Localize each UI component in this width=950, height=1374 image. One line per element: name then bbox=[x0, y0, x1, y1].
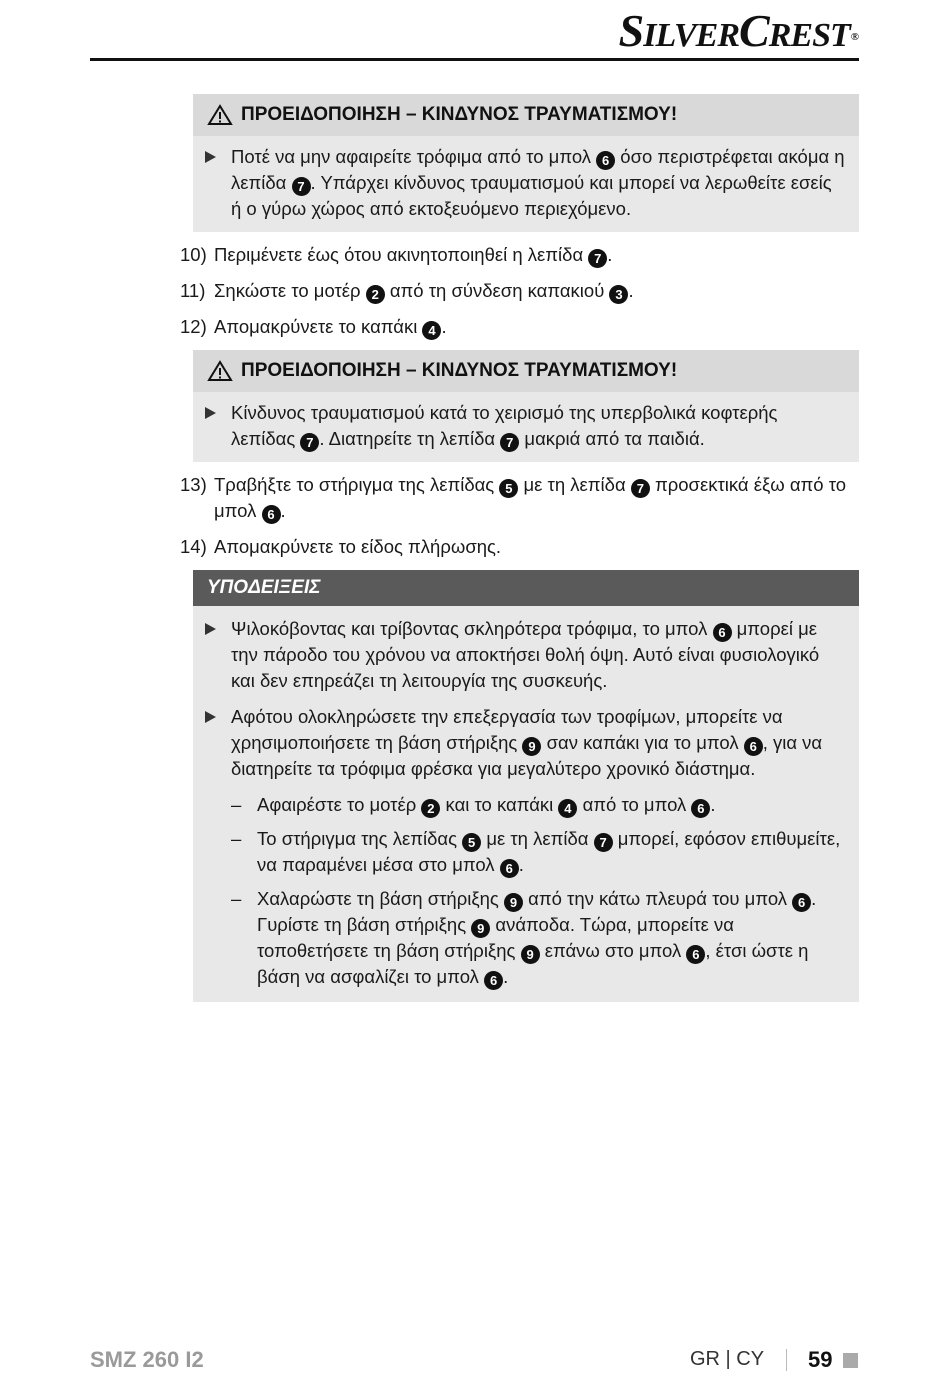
ref-marker: 7 bbox=[588, 249, 607, 268]
footer-model: SMZ 260 I2 bbox=[90, 1347, 204, 1372]
warning-bullet: Ποτέ να μην αφαιρείτε τρόφιμα από το μπολ 6 όσο περιστρέφεται ακόμα η λεπίδα 7 . Υπάρχει κίνδυνος τραυματισμού και μπορεί να λερωθείτε εσείς ή ο γύρω χώρος από εκτοξευόμενο περιεχόμενο. bbox=[193, 144, 859, 222]
bullet-arrow-icon bbox=[205, 151, 216, 163]
ref-marker: 6 bbox=[691, 799, 710, 818]
ref-marker: 6 bbox=[686, 945, 705, 964]
bullet-arrow-icon bbox=[205, 407, 216, 419]
ref-marker: 2 bbox=[366, 285, 385, 304]
step-11: 11) Σηκώστε το μοτέρ 2 από τη σύνδεση καπακιού 3 . bbox=[180, 280, 634, 302]
ref-marker: 7 bbox=[631, 479, 650, 498]
footer-square-icon bbox=[843, 1353, 858, 1368]
warning-box-1 bbox=[193, 94, 859, 232]
warning-header bbox=[193, 350, 859, 392]
warning-triangle-icon bbox=[207, 104, 233, 126]
step-14: 14) Απομακρύνετε το είδος πλήρωσης. bbox=[180, 536, 502, 557]
ref-marker: 6 bbox=[484, 971, 503, 990]
ref-marker: 7 bbox=[292, 177, 311, 196]
ref-marker: 2 bbox=[421, 799, 440, 818]
ref-marker: 7 bbox=[594, 833, 613, 852]
ref-marker: 9 bbox=[522, 737, 541, 756]
bullet-arrow-icon bbox=[205, 711, 216, 723]
bullet-arrow-icon bbox=[205, 623, 216, 635]
ref-marker: 6 bbox=[744, 737, 763, 756]
warning-triangle-icon bbox=[207, 360, 233, 382]
ref-marker: 5 bbox=[499, 479, 518, 498]
ref-marker: 4 bbox=[422, 321, 441, 340]
step-13: 13) Τραβήξτε το στήριγμα της λεπίδας 5 με τη λεπίδα 7 προσεκτικά έξω από το μπολ 6 . bbox=[180, 474, 847, 522]
ref-marker: 6 bbox=[596, 151, 615, 170]
ref-marker: 9 bbox=[521, 945, 540, 964]
hint-subitem: – Χαλαρώστε τη βάση στήριξης 9 από την κάτω πλευρά του μπολ 6 . Γυρίστε τη βάση στήριξης 9 ανάποδα. Τώρα, μπορείτε να τοποθετήσετε τη βάση στήριξης 9 επάνω στο μπολ 6 , έτσι ώστε η βάση να ασφαλίζει το μπολ 6 . bbox=[231, 888, 817, 988]
page-number: 59 bbox=[808, 1347, 833, 1372]
ref-marker: 9 bbox=[471, 919, 490, 938]
ref-marker: 9 bbox=[504, 893, 523, 912]
hints-header: ΥΠΟΔΕΙΞΕΙΣ bbox=[193, 570, 859, 606]
brand-logo: SILVERCREST® bbox=[618, 5, 858, 56]
warning-title: ΠΡΟΕΙΔΟΠΟΙΗΣΗ – ΚΙΝΔΥΝΟΣ ΤΡΑΥΜΑΤΙΣΜΟΥ! bbox=[241, 360, 678, 381]
step-12: 12) Απομακρύνετε το καπάκι 4 . bbox=[180, 316, 447, 338]
hint-subitem: – Το στήριγμα της λεπίδας 5 με τη λεπίδα 7 μπορεί, εφόσον επιθυμείτε, να παραμένει μέσα στο μπολ 6 . bbox=[231, 828, 841, 876]
warning-bullet: Κίνδυνος τραυματισμού κατά το χειρισμό της υπερβολικά κοφτερής λεπίδας 7 . Διατηρείτε τη λεπίδα 7 μακριά από τα παιδιά. bbox=[193, 400, 859, 452]
ref-marker: 6 bbox=[262, 505, 281, 524]
ref-marker: 7 bbox=[300, 433, 319, 452]
ref-marker: 6 bbox=[792, 893, 811, 912]
hints-box bbox=[193, 570, 859, 1002]
warning-header bbox=[193, 94, 859, 136]
ref-marker: 6 bbox=[713, 623, 732, 642]
hint-bullet: Αφότου ολοκληρώσετε την επεξεργασία των τροφίμων, μπορείτε να χρησιμοποιήσετε τη βάση στήριξης 9 σαν καπάκι για το μπολ 6 , για να διατηρείτε τα τρόφιμα φρέσκα για μεγαλύτερο χρονικό διάστημα. bbox=[193, 704, 859, 782]
page-content bbox=[180, 94, 859, 1002]
step-10: 10) Περιμένετε έως ότου ακινητοποιηθεί η λεπίδα 7 . bbox=[180, 244, 613, 266]
ref-marker: 3 bbox=[609, 285, 628, 304]
header-rule bbox=[90, 58, 859, 61]
footer-divider bbox=[786, 1349, 787, 1371]
warning-box-2 bbox=[193, 350, 859, 462]
warning-title: ΠΡΟΕΙΔΟΠΟΙΗΣΗ – ΚΙΝΔΥΝΟΣ ΤΡΑΥΜΑΤΙΣΜΟΥ! bbox=[241, 104, 678, 125]
ref-marker: 5 bbox=[462, 833, 481, 852]
hint-subitem: – Αφαιρέστε το μοτέρ 2 και το καπάκι 4 από το μπολ 6 . bbox=[231, 794, 716, 816]
hint-bullet: Ψιλοκόβοντας και τρίβοντας σκληρότερα τρόφιμα, το μπολ 6 μπορεί με την πάροδο του χρόνου να αποκτήσει θολή όψη. Αυτό είναι φυσιολογικό και δεν επηρεάζει τη λειτουργία της συσκευής. bbox=[193, 616, 859, 694]
ref-marker: 7 bbox=[500, 433, 519, 452]
ref-marker: 4 bbox=[558, 799, 577, 818]
ref-marker: 6 bbox=[500, 859, 519, 878]
footer-language: GR | CY bbox=[690, 1348, 765, 1370]
